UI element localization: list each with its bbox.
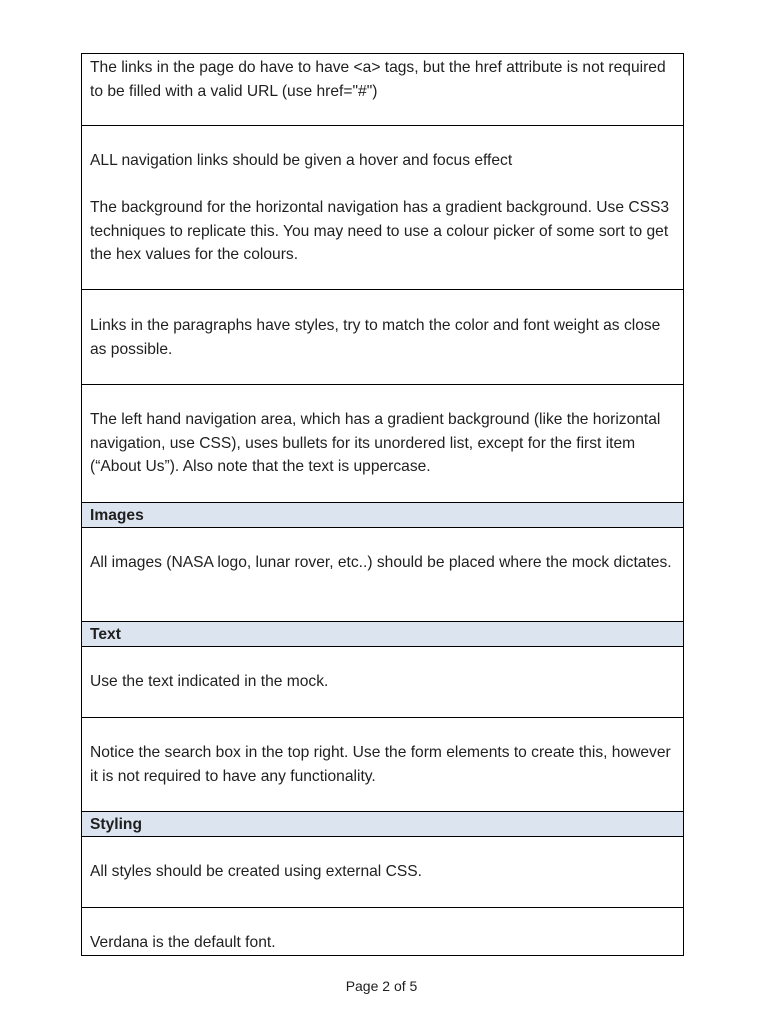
row-text: Notice the search box in the top right. Use the form elements to create this, however it is not required to have any functionality. (90, 744, 671, 785)
row-text: The background for the horizontal navigation has a gradient background. Use CSS3 techniques to replicate this. You may need to use a colour picker of some sort to get the hex values for the colours. (90, 199, 670, 263)
table-row (82, 54, 683, 126)
row-text: All styles should be created using external CSS. (90, 863, 422, 880)
row-text: The left hand navigation area, which has a gradient background (like the horizontal navigation, use CSS), uses bullets for its unordered list, except for the first item (“About Us”). Also note that the text is uppercase. (90, 411, 661, 475)
row-text: The links in the page do have to have <a> tags, but the href attribute is not required to be filled with a valid URL (use href="#") (90, 59, 666, 100)
table-row (82, 528, 683, 622)
table-row (82, 718, 683, 812)
row-text: ALL navigation links should be given a hover and focus effect (90, 152, 513, 169)
row-text: Verdana is the default font. (90, 934, 276, 951)
section-header-images (82, 503, 683, 528)
section-header-text (82, 622, 683, 647)
table-row (82, 290, 683, 385)
row-text: All images (NASA logo, lunar rover, etc..) should be placed where the mock dictates. (90, 554, 672, 571)
section-title: Styling (90, 816, 142, 833)
row-text: Links in the paragraphs have styles, try to match the color and font weight as close as possible. (90, 317, 661, 358)
table-row (82, 647, 683, 718)
requirements-table (81, 53, 684, 956)
page-number: Page 2 of 5 (345, 978, 418, 994)
table-row (82, 837, 683, 908)
section-title: Text (90, 626, 121, 643)
table-row (82, 908, 683, 956)
section-header-styling (82, 812, 683, 837)
table-row (82, 385, 683, 503)
section-title: Images (90, 507, 144, 524)
row-text: Use the text indicated in the mock. (90, 673, 329, 690)
table-row (82, 126, 683, 290)
